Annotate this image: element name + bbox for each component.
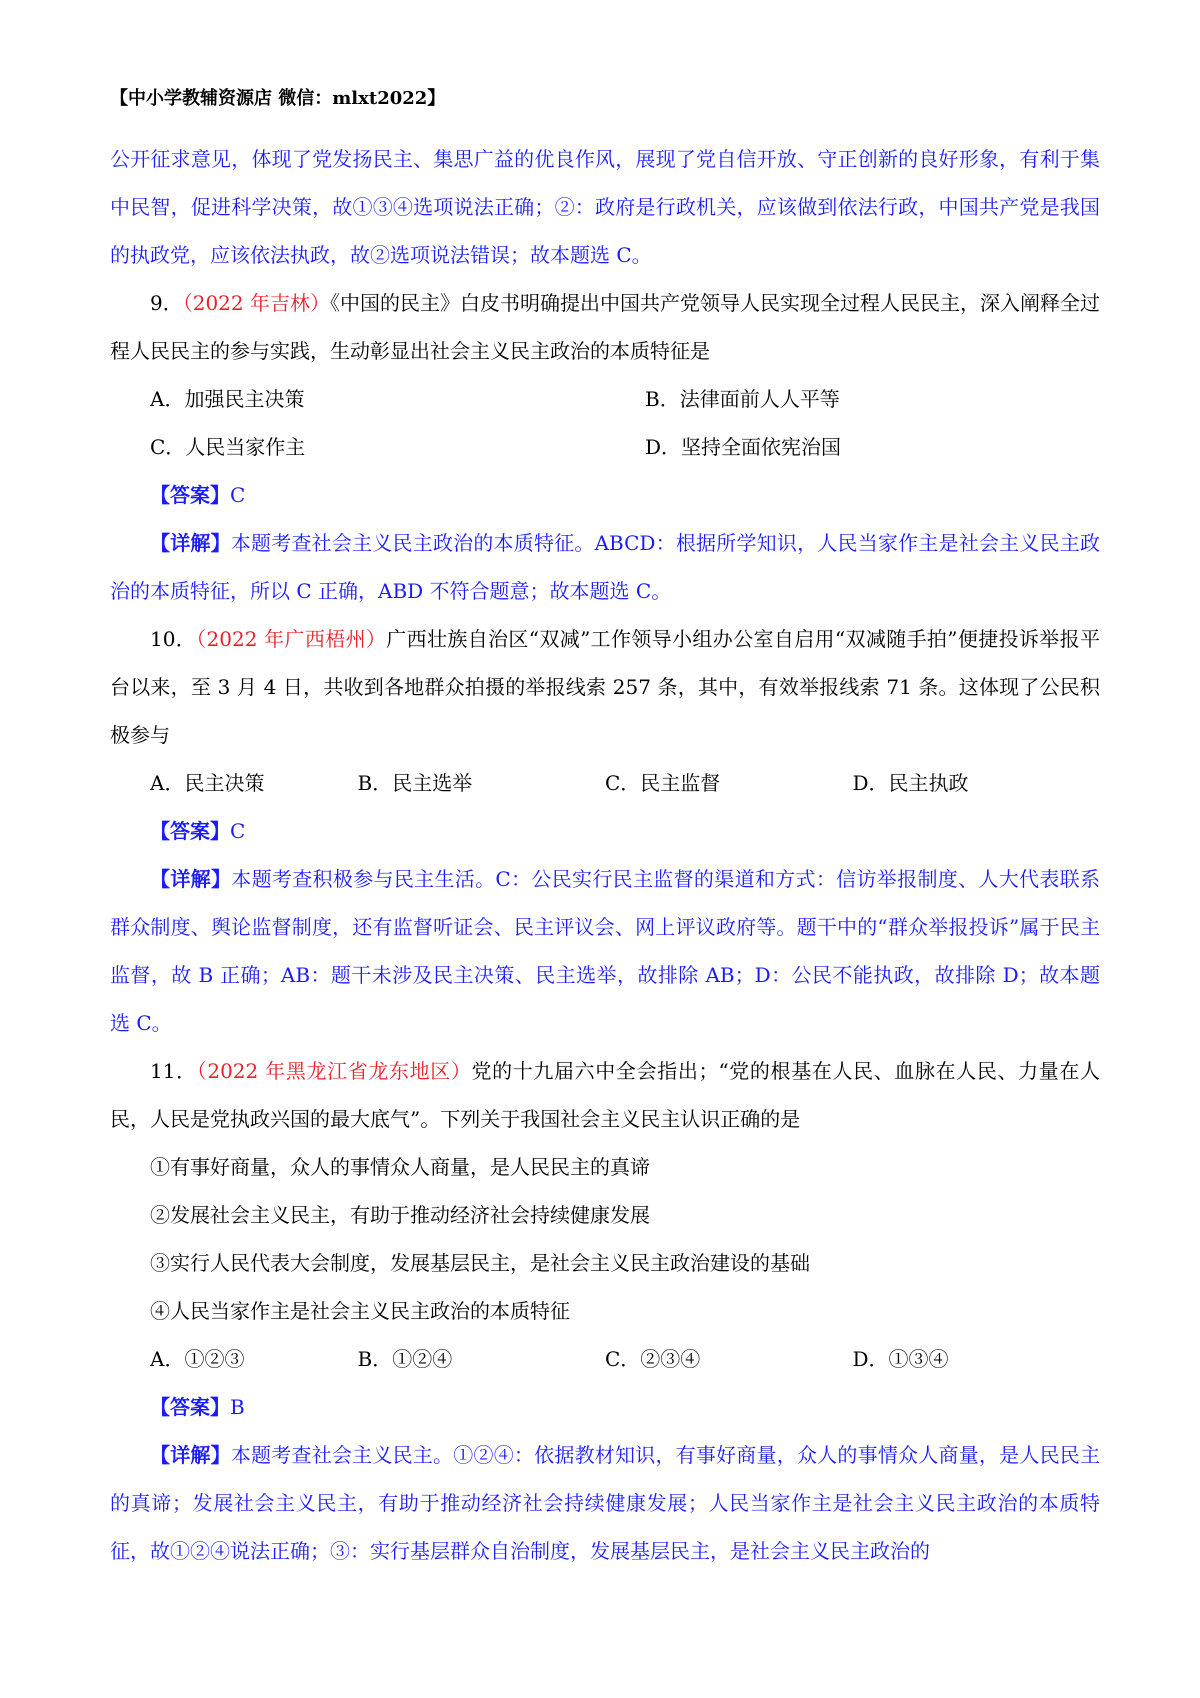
answer-line xyxy=(110,807,1100,855)
option-d: D．坚持全面依宪治国 xyxy=(645,435,842,459)
question-source: （2022 年黑龙江省龙东地区） xyxy=(196,1059,472,1083)
option-c: C．民主监督 xyxy=(605,771,721,795)
carry-over-detail: 公开征求意见，体现了党发扬民主、集思广益的优良作风，展现了党自信开放、守正创新的良好形象，有利于集中民智，促进科学决策，故①③④选项说法正确；②：政府是行政机关，应该做到依法行政，中国共产党是我国的执政党，应该依法执政，故②选项说法错误；故本题选 C。 xyxy=(110,147,1100,267)
statement-1: ①有事好商量，众人的事情众人商量，是人民民主的真谛 xyxy=(150,1155,650,1179)
options-row xyxy=(110,375,1100,423)
option-a: A．加强民主决策 xyxy=(150,387,305,411)
detail-text: 本题考查积极参与民主生活。C：公民实行民主监督的渠道和方式：信访举报制度、人大代表联系群众制度、舆论监督制度，还有监督听证会、民主评议会、网上评议政府等。题干中的“群众举报投诉”属于民主监督，故 B 正确；AB：题干未涉及民主决策、民主选举，故排除 AB；D：公民不能执政，故排除 D；故本题选 C。 xyxy=(110,867,1100,1035)
option-b: B．法律面前人人平等 xyxy=(645,387,840,411)
answer-value: C xyxy=(230,483,246,507)
option-d: D．①③④ xyxy=(852,1347,949,1371)
answer-line xyxy=(110,1383,1100,1431)
option-b: B．民主选举 xyxy=(357,771,473,795)
detail-text: 本题考查社会主义民主政治的本质特征。ABCD：根据所学知识，人民当家作主是社会主义民主政治的本质特征，所以 C 正确，ABD 不符合题意；故本题选 C。 xyxy=(110,531,1101,603)
detail-paragraph xyxy=(110,855,1100,1047)
question-text: 党的十九届六中全会指出；“党的根基在人民、血脉在人民、力量在人民，人民是党执政兴国的最大底气”。下列关于我国社会主义民主认识正确的是 xyxy=(110,1059,1100,1131)
options-row xyxy=(110,423,1100,471)
question-stem xyxy=(110,615,1100,759)
detail-label: 【详解】 xyxy=(150,1443,231,1467)
answer-label: 【答案】 xyxy=(150,1395,230,1419)
detail-paragraph xyxy=(110,519,1100,615)
question-10 xyxy=(110,615,1100,1047)
option-a: A．民主决策 xyxy=(150,771,265,795)
question-text: 广西壮族自治区“双减”工作领导小组办公室自启用“双减随手拍”便捷投诉举报平台以来，至 3 月 4 日，共收到各地群众拍摄的举报线索 257 条，其中，有效举报线索 71 条。这体现了公民积极参与 xyxy=(110,627,1100,747)
detail-label: 【详解】 xyxy=(150,867,232,891)
option-a: A．①②③ xyxy=(150,1347,245,1371)
question-stem xyxy=(110,279,1100,375)
question-number: 9． xyxy=(150,291,183,315)
question-stem xyxy=(110,1047,1100,1143)
options-row xyxy=(110,1335,1100,1383)
answer-value: B xyxy=(230,1395,245,1419)
statement-4: ④人民当家作主是社会主义民主政治的本质特征 xyxy=(150,1299,570,1323)
detail-text: 本题考查社会主义民主。①②④：依据教材知识，有事好商量，众人的事情众人商量，是人民民主的真谛；发展社会主义民主，有助于推动经济社会持续健康发展；人民当家作主是社会主义民主政治的本质特征，故①②④说法正确；③：实行基层群众自治制度，发展基层民主，是社会主义民主政治的 xyxy=(110,1443,1101,1563)
options-row xyxy=(110,759,1100,807)
detail-paragraph xyxy=(110,1431,1100,1575)
option-b: B．①②④ xyxy=(357,1347,453,1371)
statement-2: ②发展社会主义民主，有助于推动经济社会持续健康发展 xyxy=(150,1203,650,1227)
answer-line xyxy=(110,471,1100,519)
question-text: 《中国的民主》白皮书明确提出中国共产党领导人民实现全过程人民民主，深入阐释全过程人民民主的参与实践，生动彰显出社会主义民主政治的本质特征是 xyxy=(110,291,1100,363)
question-source: （2022 年广西梧州） xyxy=(196,627,387,651)
question-11 xyxy=(110,1047,1100,1575)
document-page xyxy=(110,85,1100,1575)
statement-3: ③实行人民代表大会制度，发展基层民主，是社会主义民主政治建设的基础 xyxy=(150,1251,810,1275)
answer-value: C xyxy=(230,819,246,843)
option-c: C．人民当家作主 xyxy=(150,435,306,459)
header-note: 【中小学教辅资源店 微信：mlxt2022】 xyxy=(110,88,446,109)
detail-label: 【详解】 xyxy=(150,531,231,555)
answer-label: 【答案】 xyxy=(150,819,230,843)
answer-label: 【答案】 xyxy=(150,483,230,507)
question-9 xyxy=(110,279,1100,615)
option-c: C．②③④ xyxy=(605,1347,701,1371)
question-number: 11． xyxy=(150,1059,197,1083)
question-number: 10． xyxy=(150,627,197,651)
option-d: D．民主执政 xyxy=(852,771,969,795)
question-source: （2022 年吉林） xyxy=(182,291,330,315)
